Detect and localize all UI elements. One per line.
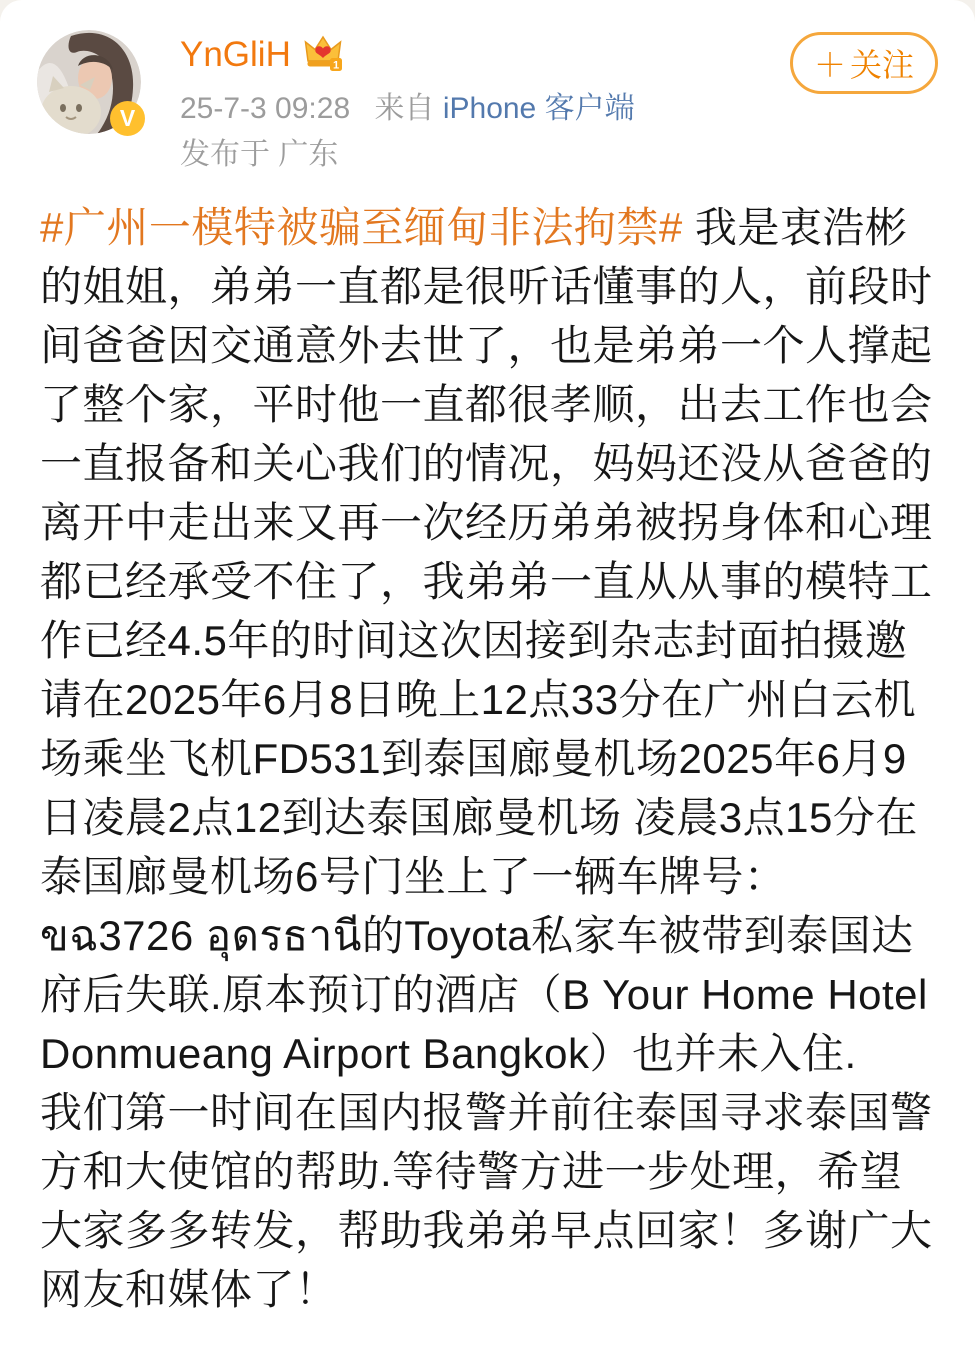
- post-body: [40, 198, 937, 1319]
- follow-button[interactable]: [790, 32, 938, 94]
- post-location: 发布于 广东: [180, 138, 339, 171]
- plus-icon: ＋: [813, 47, 846, 83]
- vip-crown-icon: [303, 34, 343, 76]
- source-link[interactable]: iPhone 客户端: [442, 92, 635, 125]
- hashtag-topic-link[interactable]: #广州一模特被骗至缅甸非法拘禁#: [40, 204, 683, 251]
- timestamp: 25-7-3 09:28: [180, 92, 351, 125]
- verified-v-badge-icon: V: [110, 101, 145, 136]
- svg-text:1: 1: [332, 59, 339, 71]
- source-prefix: 来自: [374, 92, 435, 125]
- follow-button-label: 关注: [850, 47, 915, 83]
- post-header: [37, 30, 938, 170]
- avatar[interactable]: [37, 30, 141, 134]
- post-text-paragraph-2: 我们第一时间在国内报警并前往泰国寻求泰国警方和大使馆的帮助.等待警方进一步处理，希望大家多多转发，帮助我弟弟早点回家！多谢广大网友和媒体了！: [40, 1089, 933, 1313]
- username[interactable]: YnGliH: [180, 35, 291, 74]
- post-meta: [180, 92, 938, 126]
- post-text-paragraph-1: 我是衷浩彬的姐姐，弟弟一直都是很听话懂事的人，前段时间爸爸因交通意外去世了，也是弟弟一个人撑起了整个家，平时他一直都很孝顺，出去工作也会一直报备和关心我们的情况，妈妈还没从爸爸的离开中走出来又再一次经历弟弟被拐身体和心理都已经承受不住了，我弟弟一直从从事的模特工作已经4.5年的时间这次因接到杂志封面拍摄邀请在2025年6月8日晚上12点33分在广州白云机场乘坐飞机FD531到泰国廊曼机场2025年6月9日凌晨2点12到达泰国廊曼机场 凌晨3点15分在泰国廊曼机场6号门坐上了一辆车牌号：ขฉ3726 อุดรธานี的Toyota私家车被带到泰国达府后失联.原本预订的酒店（B Your Home Hotel Donmueang Airport Bangkok）也并未入住.: [40, 204, 933, 1077]
